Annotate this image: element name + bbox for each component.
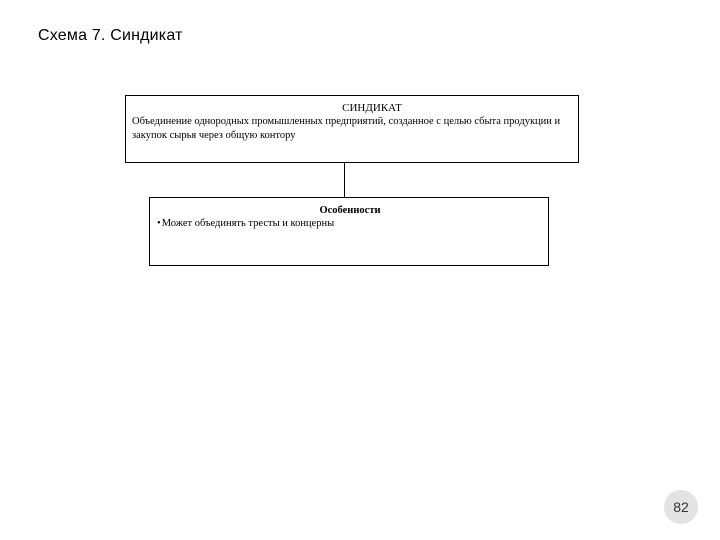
features-item-text: Может объединять тресты и концерны [161, 218, 335, 229]
features-list-item [150, 217, 548, 230]
page-number-badge: 82 [664, 490, 698, 524]
syndicate-definition-text: Объединение однородных промышленных предприятий, созданное с целью сбыта продукции и закупок сырья через общую контору [132, 116, 561, 141]
features-box [149, 197, 549, 266]
syndicate-heading: СИНДИКАТ [342, 102, 402, 114]
slide-title: Схема 7. Синдикат [38, 27, 183, 44]
features-heading: Особенности [319, 205, 381, 216]
connector-line [344, 163, 345, 197]
bullet-icon: • [157, 218, 161, 229]
syndicate-definition-box [125, 95, 579, 163]
